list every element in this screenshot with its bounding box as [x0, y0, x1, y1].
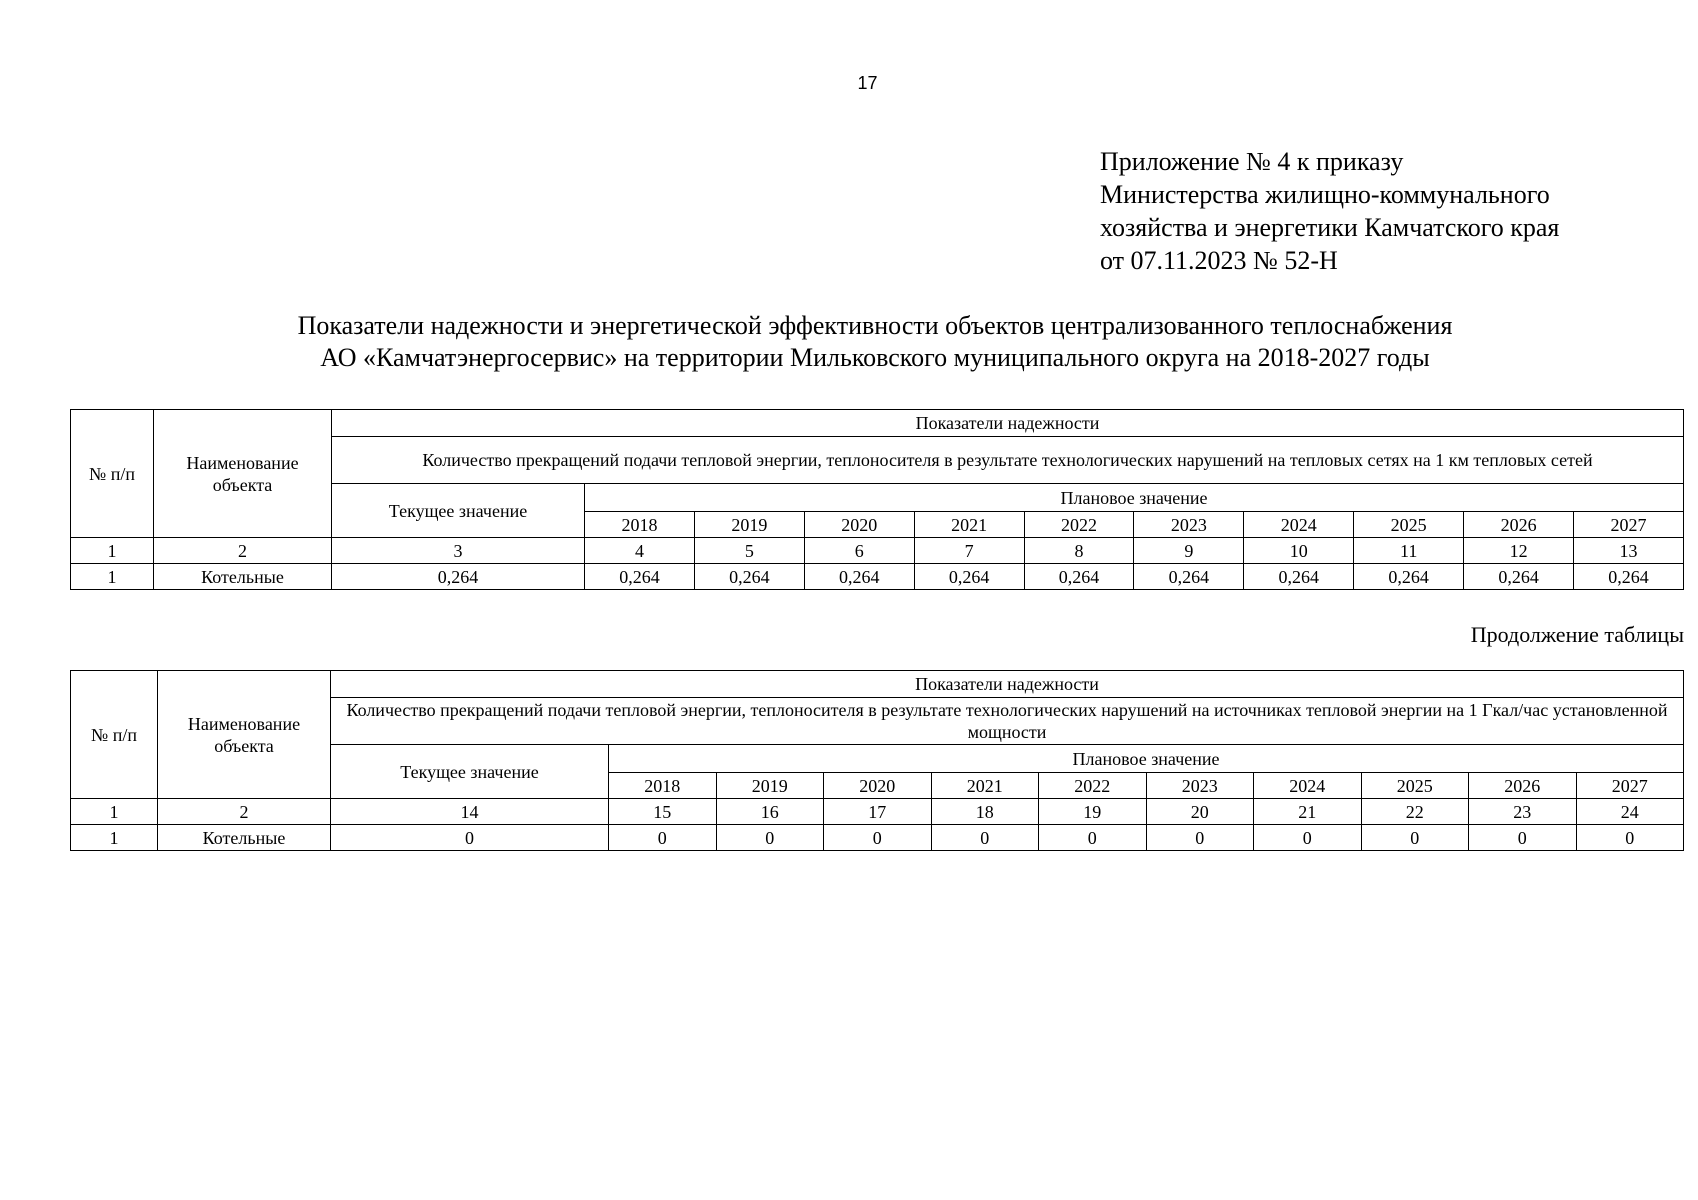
data-cell: 0 — [1361, 825, 1469, 851]
index-cell: 3 — [332, 538, 585, 564]
continuation-label: Продолжение таблицы — [1470, 622, 1684, 647]
data-cell: 0 — [1469, 825, 1577, 851]
header-year: 2025 — [1361, 773, 1469, 799]
header-year: 2026 — [1464, 512, 1574, 538]
data-cell: 0,264 — [914, 564, 1024, 590]
index-cell: 5 — [694, 538, 804, 564]
header-year: 2020 — [824, 773, 932, 799]
header-current-value: Текущее значение — [332, 484, 585, 538]
data-cell: 0 — [1254, 825, 1362, 851]
header-group: Показатели надежности — [331, 671, 1684, 698]
appendix-line: хозяйства и энергетики Камчатского края — [1100, 213, 1560, 242]
appendix-line: Приложение № 4 к приказу — [1100, 147, 1404, 176]
index-cell: 17 — [824, 799, 932, 825]
index-cell: 6 — [804, 538, 914, 564]
data-cell: 0,264 — [1464, 564, 1574, 590]
index-cell: 2 — [154, 538, 332, 564]
header-group: Показатели надежности — [332, 410, 1684, 437]
index-cell: 15 — [609, 799, 717, 825]
header-number: № п/п — [71, 410, 154, 538]
reliability-table-sources — [70, 670, 1684, 851]
data-cell: Котельные — [154, 564, 332, 590]
index-cell: 19 — [1039, 799, 1147, 825]
index-cell: 8 — [1024, 538, 1134, 564]
data-cell: 1 — [71, 564, 154, 590]
page-number: 17 — [857, 73, 878, 93]
index-cell: 1 — [71, 799, 158, 825]
data-cell: 0 — [716, 825, 824, 851]
header-year: 2021 — [914, 512, 1024, 538]
data-cell: 0 — [824, 825, 932, 851]
header-year: 2024 — [1244, 512, 1354, 538]
header-year: 2023 — [1146, 773, 1254, 799]
header-number: № п/п — [71, 671, 158, 799]
data-cell: 0,264 — [1134, 564, 1244, 590]
index-cell: 14 — [331, 799, 609, 825]
index-cell: 7 — [914, 538, 1024, 564]
header-year: 2021 — [931, 773, 1039, 799]
header-year: 2026 — [1469, 773, 1577, 799]
reliability-table-networks — [70, 409, 1684, 590]
header-year: 2025 — [1354, 512, 1464, 538]
data-cell: 0,264 — [694, 564, 804, 590]
appendix-line: Министерства жилищно-коммунального — [1100, 180, 1550, 209]
index-cell: 11 — [1354, 538, 1464, 564]
header-year: 2019 — [716, 773, 824, 799]
data-cell: 0 — [931, 825, 1039, 851]
data-cell: 0 — [331, 825, 609, 851]
header-planned-value: Плановое значение — [585, 484, 1684, 512]
data-cell: Котельные — [158, 825, 331, 851]
appendix-reference — [1100, 145, 1559, 277]
index-cell: 24 — [1576, 799, 1684, 825]
data-cell: 0,264 — [1024, 564, 1134, 590]
index-cell: 10 — [1244, 538, 1354, 564]
header-year: 2018 — [585, 512, 695, 538]
header-current-value: Текущее значение — [331, 745, 609, 799]
header-planned-value: Плановое значение — [609, 745, 1684, 773]
header-year: 2022 — [1039, 773, 1147, 799]
index-cell: 23 — [1469, 799, 1577, 825]
index-cell: 12 — [1464, 538, 1574, 564]
data-cell: 0 — [1576, 825, 1684, 851]
index-cell: 2 — [158, 799, 331, 825]
index-cell: 20 — [1146, 799, 1254, 825]
table-row — [71, 825, 1684, 851]
table-row — [71, 564, 1684, 590]
header-year: 2024 — [1254, 773, 1362, 799]
data-cell: 1 — [71, 825, 158, 851]
title-line: Показатели надежности и энергетической эффективности объектов централизованного теплоснабжения — [297, 311, 1453, 340]
data-cell: 0,264 — [332, 564, 585, 590]
header-year: 2023 — [1134, 512, 1244, 538]
header-indicator: Количество прекращений подачи тепловой энергии, теплоносителя в результате технологических нарушений на тепловых сетях на 1 км тепловых сетей — [332, 437, 1684, 484]
header-year: 2019 — [694, 512, 804, 538]
index-cell: 21 — [1254, 799, 1362, 825]
index-cell: 13 — [1574, 538, 1684, 564]
appendix-line: от 07.11.2023 № 52-Н — [1100, 246, 1338, 275]
index-cell: 4 — [585, 538, 695, 564]
index-cell: 16 — [716, 799, 824, 825]
index-cell: 22 — [1361, 799, 1469, 825]
index-cell: 9 — [1134, 538, 1244, 564]
data-cell: 0 — [1039, 825, 1147, 851]
data-cell: 0,264 — [1574, 564, 1684, 590]
header-year: 2022 — [1024, 512, 1134, 538]
header-object-name: Наименование объекта — [154, 410, 332, 538]
column-index-row — [71, 538, 1684, 564]
data-cell: 0 — [1146, 825, 1254, 851]
header-object-name: Наименование объекта — [158, 671, 331, 799]
column-index-row — [71, 799, 1684, 825]
index-cell: 18 — [931, 799, 1039, 825]
header-year: 2027 — [1576, 773, 1684, 799]
data-cell: 0,264 — [1244, 564, 1354, 590]
data-cell: 0,264 — [1354, 564, 1464, 590]
header-indicator: Количество прекращений подачи тепловой энергии, теплоносителя в результате технологических нарушений на источниках тепловой энергии на 1 Гкал/час установленной мощности — [331, 698, 1684, 745]
title-line: АО «Камчатэнергосервис» на территории Мильковского муниципального округа на 2018-2027 годы — [320, 343, 1430, 372]
header-year: 2027 — [1574, 512, 1684, 538]
document-title — [0, 310, 1698, 374]
data-cell: 0,264 — [804, 564, 914, 590]
header-year: 2018 — [609, 773, 717, 799]
index-cell: 1 — [71, 538, 154, 564]
header-year: 2020 — [804, 512, 914, 538]
data-cell: 0 — [609, 825, 717, 851]
data-cell: 0,264 — [585, 564, 695, 590]
